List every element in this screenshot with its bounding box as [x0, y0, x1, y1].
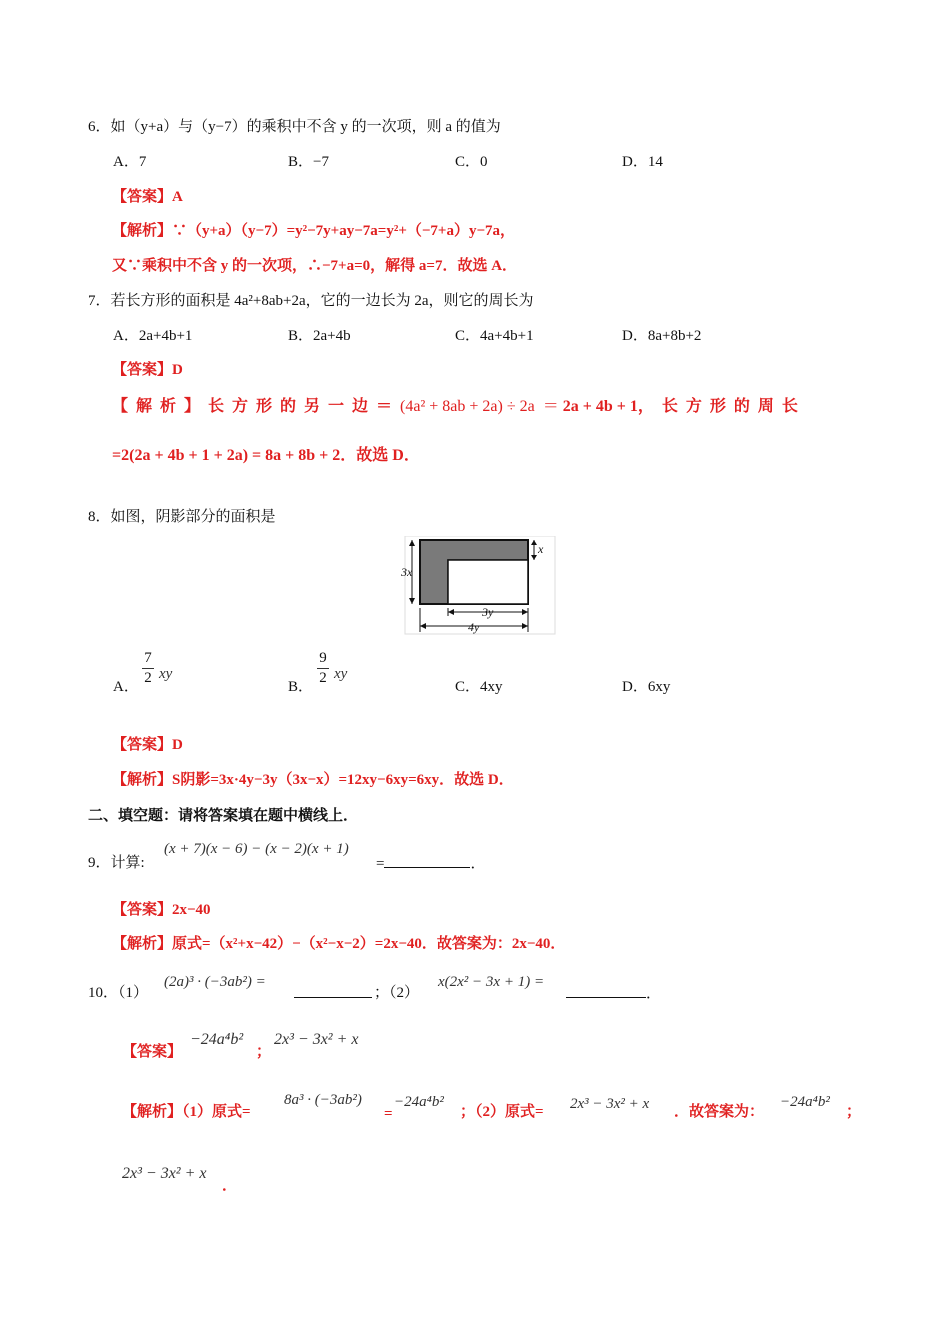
q8-option-a-label: A．: [113, 679, 139, 695]
q10-blank1: [294, 983, 372, 1004]
q6-answer: 【答案】A: [112, 189, 183, 205]
q10-blank2-line: [566, 983, 646, 998]
q10-analysis-tail: ．故答案为：: [674, 1104, 765, 1120]
q9-eq: =: [376, 856, 385, 872]
q8-option-a-var: xy: [159, 666, 173, 682]
q7-answer: 【答案】D: [112, 362, 183, 378]
q8-figure-label-x: x: [538, 542, 544, 556]
q9-label: 9．计算:: [88, 855, 145, 871]
q10-analysis-label: 【解析】（1）原式=: [122, 1104, 251, 1120]
q7-option-b: B．2a+4b: [288, 328, 351, 344]
q7-option-d: D．8a+8b+2: [622, 328, 702, 344]
q10-blank1-line: [294, 983, 372, 998]
q7-option-c: C．4a+4b+1: [455, 328, 534, 344]
q10-end: ．: [646, 986, 662, 1002]
q8-answer: 【答案】D: [112, 737, 183, 753]
q10-analysis-line2-end: ．: [222, 1178, 238, 1194]
q9-expression: (x + 7)(x − 6) − (x − 2)(x + 1): [164, 841, 349, 857]
q10-expr1: (2a)³ · (−3ab²) =: [164, 974, 266, 990]
q10-sep: ；（2）: [374, 985, 420, 1001]
q8-option-b-var: xy: [334, 666, 348, 682]
q10-answer-expr1: −24a⁴b²: [190, 1031, 244, 1048]
q7-analysis-line2-tail: ．故选 D．: [340, 447, 420, 464]
q8-option-c: C．4xy: [455, 679, 503, 695]
q10-analysis-eq: =: [384, 1106, 393, 1122]
q7-analysis-line2-expr: =2(2a + 4b + 1 + 2a) = 8a + 8b + 2: [112, 447, 341, 464]
q8-option-d: D．6xy: [622, 679, 671, 695]
q6-option-a: A．7: [113, 154, 147, 170]
q6-option-c: C．0: [455, 154, 488, 170]
q7-analysis-eq: ＝: [542, 398, 559, 415]
q10-answer-label: 【答案】: [122, 1044, 183, 1060]
q8-figure-label-3y: 3y: [482, 605, 494, 619]
q10-blank2: [566, 983, 661, 1004]
q6-analysis-line1: 【解析】∵（y+a）（y−7）=y²−7y+ay−7a=y²+（−7+a）y−7a，: [112, 223, 516, 239]
q8-option-a-numerator: 7: [144, 650, 152, 666]
q10-analysis-e2: −24a⁴b²: [394, 1094, 444, 1110]
q6-option-b: B．−7: [288, 154, 329, 170]
q6-option-d: D．14: [622, 154, 663, 170]
q9-blank: [384, 853, 470, 868]
q6-stem: 6．如（y+a）与（y−7）的乘积中不含 y 的一次项，则 a 的值为: [88, 119, 501, 135]
q7-analysis-line2: [112, 446, 420, 466]
q8-figure-label-3x: 3x: [401, 565, 413, 579]
q7-option-a: A．2a+4b+1: [113, 328, 193, 344]
q8-stem: 8．如图，阴影部分的面积是: [88, 509, 276, 525]
q8-figure-label-4y: 4y: [468, 620, 480, 634]
q8-analysis: 【解析】S阴影=3x·4y−3y（3x−x）=12xy−6xy=6xy．故选 D．: [112, 772, 514, 788]
q7-analysis-expr2: 2a + 4b + 1: [562, 398, 638, 415]
q8-option-a-fraction: [140, 650, 156, 687]
q9-analysis: 【解析】原式=（x²+x−42）−（x²−x−2）=2x−40．故答案为：2x−40．: [112, 936, 566, 952]
q7-analysis-tail: ，长方形的周长: [637, 398, 806, 415]
q10-analysis-e1: 8a³ · (−3ab²): [284, 1092, 362, 1108]
q10-analysis-mid: ；（2）原式=: [460, 1104, 544, 1120]
q8-option-a-denominator: 2: [144, 670, 152, 686]
section-2-heading: 二、填空题：请将答案填在题中横线上．: [88, 808, 359, 824]
q8-option-b-label: B．: [288, 679, 314, 695]
q10-answer-expr2: 2x³ − 3x² + x: [274, 1031, 359, 1048]
q6-analysis-line2: 又∵乘积中不含 y 的一次项，∴−7+a=0，解得 a=7．故选 A．: [112, 258, 518, 274]
q8-option-b-fraction: [315, 650, 331, 687]
q9-answer: 【答案】2x−40: [112, 902, 211, 918]
q8-figure: [398, 536, 558, 636]
q10-analysis-e4: −24a⁴b²: [780, 1094, 830, 1110]
q10-analysis-semi: ；: [846, 1104, 862, 1120]
q10-answer-sep: ；: [256, 1044, 272, 1060]
q8-option-b-numerator: 9: [319, 650, 327, 666]
q9-blank-line: [376, 853, 485, 874]
q10-expr2: x(2x² − 3x + 1) =: [438, 974, 545, 990]
q8-option-b-denominator: 2: [319, 670, 327, 686]
q7-analysis-line1: [112, 397, 806, 417]
q10-analysis-e3: 2x³ − 3x² + x: [570, 1096, 650, 1112]
q7-stem: 7．若长方形的面积是 4a²+8ab+2a，它的一边长为 2a，则它的周长为: [88, 293, 534, 309]
q10-analysis-line2: 2x³ − 3x² + x: [122, 1165, 207, 1182]
q9-end: ．: [470, 856, 486, 872]
q7-analysis-expr1: (4a² + 8ab + 2a) ÷ 2a: [400, 398, 535, 415]
q7-analysis-label: 【解析】长方形的另一边＝: [112, 398, 401, 415]
q10-label: 10．（1）: [88, 985, 149, 1001]
